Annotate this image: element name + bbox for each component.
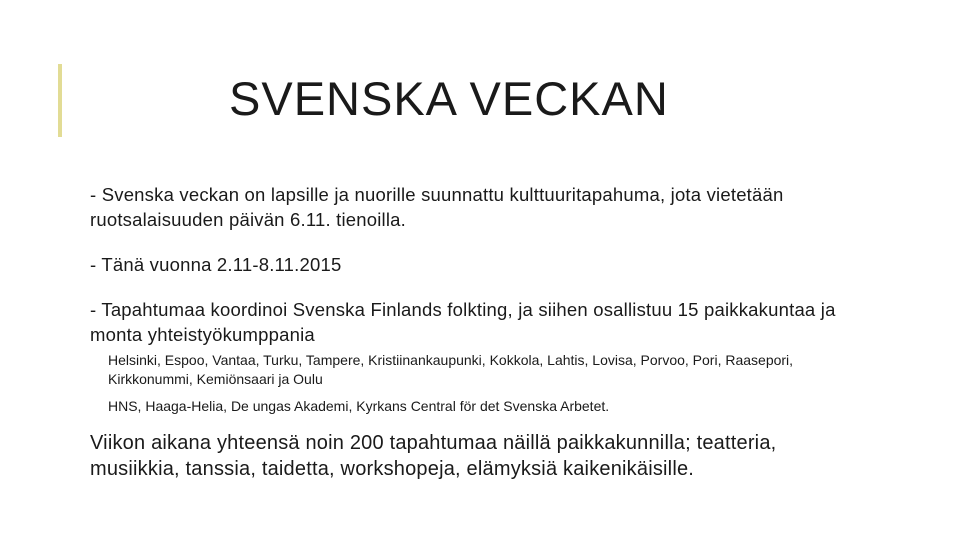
body-paragraph-closing: Viikon aikana yhteensä noin 200 tapahtumaa näillä paikkakunnilla; teatteria, musiikkia, tanssia, taidetta, workshopeja, elämyksiä kaikenikäisille. — [90, 432, 777, 480]
sub-point-locations: Helsinki, Espoo, Vantaa, Turku, Tampere, Kristiinankaupunki, Kokkola, Lahtis, Lovisa, Porvoo, Pori, Raasepori, Kirkkonummi, Kemiönsaari ja Oulu — [108, 352, 794, 387]
sub-point-partners: HNS, Haaga-Helia, De ungas Akademi, Kyrkans Central för det Svenska Arbetet. — [108, 398, 610, 414]
body-paragraph-dates: - Tänä vuonna 2.11-8.11.2015 — [90, 254, 342, 275]
slide-title: SVENSKA VECKAN — [229, 72, 669, 125]
body-paragraph-coordination: - Tapahtumaa koordinoi Svenska Finlands folkting, ja siihen osallistuu 15 paikkakuntaa ja monta yhteistyökumppania — [90, 299, 836, 345]
title-accent-bar — [58, 64, 62, 137]
slide-body — [90, 182, 870, 482]
body-paragraph-intro: - Svenska veckan on lapsille ja nuorille suunnattu kulttuuritapahuma, jota vietetään ruotsalaisuuden päivän 6.11. tienoilla. — [90, 184, 784, 230]
